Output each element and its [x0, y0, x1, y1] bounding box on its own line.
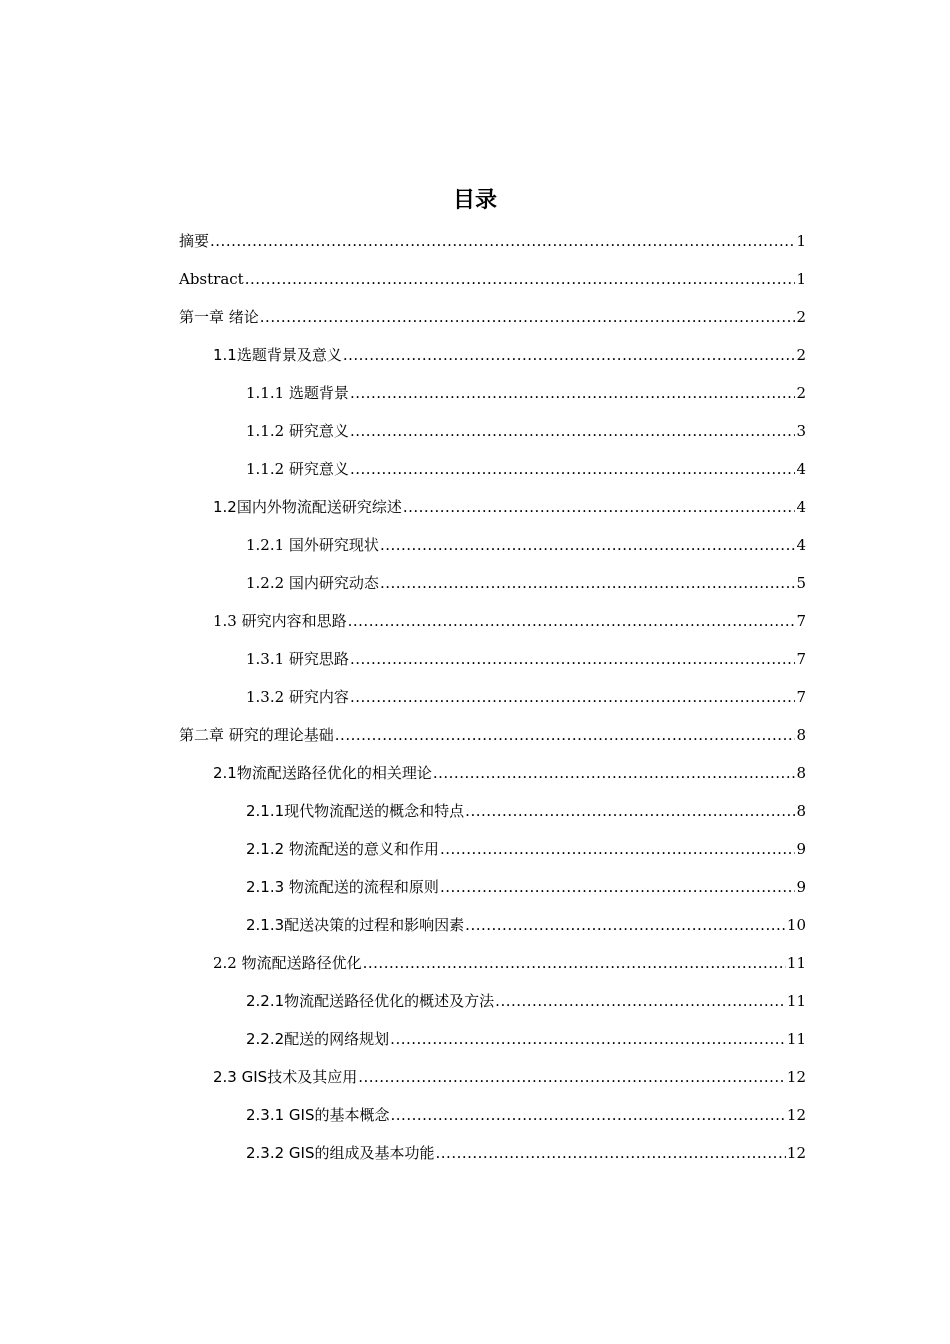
- toc-entry-label: 2.3 GIS技术及其应用: [213, 1068, 358, 1086]
- toc-entry[interactable]: [179, 564, 806, 602]
- toc-entry-label: 2.2.2配送的网络规划: [246, 1030, 390, 1048]
- toc-entry-label: 2.3.2 GIS的组成及基本功能: [246, 1144, 435, 1162]
- toc-dot-leader: [436, 1134, 786, 1172]
- toc-entry-label: 1.3.2 研究内容: [246, 688, 349, 706]
- toc-entry[interactable]: [179, 450, 806, 488]
- toc-dot-leader: [350, 450, 796, 488]
- toc-entry-label: 1.1.2 研究意义: [246, 422, 349, 440]
- toc-dot-leader: [440, 830, 796, 868]
- toc-dot-leader: [335, 716, 796, 754]
- toc-page-number: 8: [796, 726, 806, 744]
- toc-page-number: 2: [796, 346, 806, 364]
- toc-entry-label: 1.3.1 研究思路: [246, 650, 349, 668]
- toc-entry[interactable]: [179, 906, 806, 944]
- toc-entry[interactable]: [179, 222, 806, 260]
- toc-entry[interactable]: [179, 944, 806, 982]
- toc-entry[interactable]: [179, 678, 806, 716]
- toc-page-number: 1: [796, 270, 806, 288]
- toc-entry-label: 2.1.3 物流配送的流程和原则: [246, 878, 439, 896]
- toc-dot-leader: [210, 222, 795, 260]
- toc-entry[interactable]: [179, 830, 806, 868]
- toc-entry-label: 1.3 研究内容和思路: [213, 612, 347, 630]
- toc-dot-leader: [245, 260, 796, 298]
- toc-dot-leader: [350, 678, 796, 716]
- toc-page-number: 8: [796, 802, 806, 820]
- toc-entry[interactable]: [179, 260, 806, 298]
- toc-entry[interactable]: [179, 868, 806, 906]
- toc-entry-label: 2.1.2 物流配送的意义和作用: [246, 840, 439, 858]
- toc-entry-label: 1.1.1 选题背景: [246, 384, 349, 402]
- toc-dot-leader: [465, 792, 795, 830]
- toc-entry[interactable]: [179, 526, 806, 564]
- toc-page-number: 9: [796, 878, 806, 896]
- page-title: 目录: [452, 187, 497, 213]
- toc-dot-leader: [260, 298, 796, 336]
- toc-entry-label: 1.1.2 研究意义: [246, 460, 349, 478]
- toc-entry-label: 1.1选题背景及意义: [213, 346, 342, 364]
- toc-dot-leader: [465, 906, 786, 944]
- toc-page-number: 4: [796, 460, 806, 478]
- toc-page-number: 4: [796, 536, 806, 554]
- toc-entry-label: 2.1.1现代物流配送的概念和特点: [246, 802, 465, 820]
- toc-dot-leader: [350, 412, 796, 450]
- toc-dot-leader: [348, 602, 796, 640]
- toc-dot-leader: [403, 488, 796, 526]
- toc-page-number: 10: [786, 916, 806, 934]
- toc-page-number: 11: [786, 1030, 806, 1048]
- toc-dot-leader: [350, 374, 796, 412]
- toc-entry[interactable]: [179, 602, 806, 640]
- toc-entry-label: 第一章 绪论: [179, 308, 259, 326]
- toc-entry-label: 1.2国内外物流配送研究综述: [213, 498, 402, 516]
- toc-entry-label: 1.2.1 国外研究现状: [246, 536, 379, 554]
- toc-page-number: 7: [796, 688, 806, 706]
- toc-entry[interactable]: [179, 1134, 806, 1172]
- toc-dot-leader: [380, 564, 796, 602]
- toc-entry-label: 2.2 物流配送路径优化: [213, 954, 362, 972]
- toc-dot-leader: [433, 754, 796, 792]
- toc-entry[interactable]: [179, 640, 806, 678]
- toc-entry[interactable]: [179, 336, 806, 374]
- toc-dot-leader: [343, 336, 796, 374]
- toc-entry-label: 2.1物流配送路径优化的相关理论: [213, 764, 432, 782]
- toc-dot-leader: [440, 868, 796, 906]
- toc-dot-leader: [380, 526, 796, 564]
- toc-page-number: 5: [796, 574, 806, 592]
- toc-entry-label: 第二章 研究的理论基础: [179, 726, 334, 744]
- toc-entry-label: Abstract: [179, 270, 244, 288]
- toc-page-number: 7: [796, 650, 806, 668]
- toc-page-number: 2: [796, 384, 806, 402]
- toc-page-number: 12: [786, 1106, 806, 1124]
- toc-entry-label: 2.2.1物流配送路径优化的概述及方法: [246, 992, 495, 1010]
- toc-dot-leader: [390, 1020, 786, 1058]
- toc-entry-label: 摘要: [179, 232, 210, 250]
- toc-dot-leader: [495, 982, 786, 1020]
- toc-entry[interactable]: [179, 488, 806, 526]
- toc-dot-leader: [358, 1058, 786, 1096]
- toc-entry[interactable]: [179, 754, 806, 792]
- toc-page-number: 12: [786, 1068, 806, 1086]
- toc-entry[interactable]: [179, 374, 806, 412]
- toc-entry-label: 2.3.1 GIS的基本概念: [246, 1106, 390, 1124]
- toc-entry[interactable]: [179, 716, 806, 754]
- toc-page-number: 12: [786, 1144, 806, 1162]
- table-of-contents: [179, 222, 806, 1172]
- toc-page-number: 4: [796, 498, 806, 516]
- toc-entry[interactable]: [179, 1058, 806, 1096]
- toc-entry-label: 2.1.3配送决策的过程和影响因素: [246, 916, 465, 934]
- toc-page-number: 11: [786, 992, 806, 1010]
- toc-page-number: 11: [786, 954, 806, 972]
- toc-page-number: 9: [796, 840, 806, 858]
- toc-dot-leader: [350, 640, 796, 678]
- toc-page-number: 7: [796, 612, 806, 630]
- toc-entry[interactable]: [179, 298, 806, 336]
- toc-entry[interactable]: [179, 982, 806, 1020]
- toc-page-number: 1: [796, 232, 806, 250]
- toc-dot-leader: [363, 944, 786, 982]
- toc-entry[interactable]: [179, 1020, 806, 1058]
- toc-page-number: 8: [796, 764, 806, 782]
- toc-page-number: 2: [796, 308, 806, 326]
- toc-entry-label: 1.2.2 国内研究动态: [246, 574, 379, 592]
- toc-entry[interactable]: [179, 1096, 806, 1134]
- toc-entry[interactable]: [179, 792, 806, 830]
- toc-entry[interactable]: [179, 412, 806, 450]
- toc-dot-leader: [391, 1096, 786, 1134]
- toc-page-number: 3: [796, 422, 806, 440]
